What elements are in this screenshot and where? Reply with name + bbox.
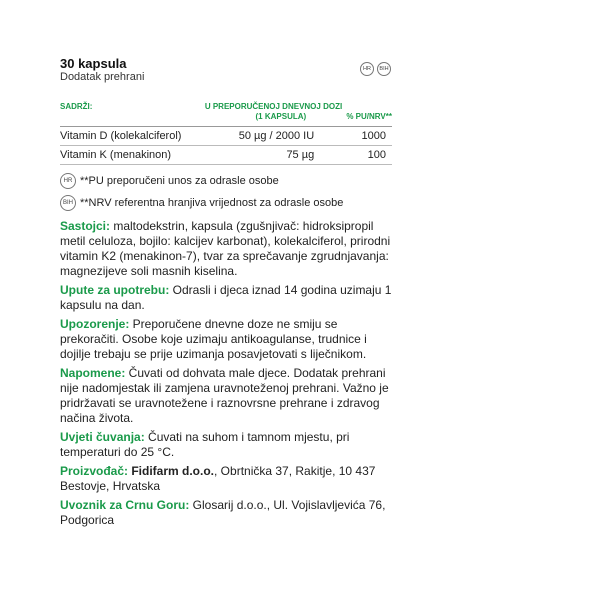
section-heading: Uvoznik za Crnu Goru:	[60, 498, 190, 512]
footnote-text: **NRV referentna hranjiva vrijednost za odrasle osobe	[80, 197, 344, 209]
section-text: Glosarij d.o.o., Ul. Vojislavljevića 76, Podgorica	[60, 498, 386, 527]
manufacturer-name: Fidifarm d.o.o.	[128, 464, 215, 478]
section-text: maltodekstrin, kapsula (zgušnjivač: hidroksipropil metil celuloza, bojilo: kalcijev karbonat), kolekalciferol, prirodni vitamin K2 (menakinon-7), tvar za sprečavanje zgrudnjavanja: magnezijeve soli masnih kiselina.	[60, 219, 391, 278]
nutrition-table	[60, 102, 392, 165]
section-heading: Uvjeti čuvanja:	[60, 430, 145, 444]
section-heading: Upozorenje:	[60, 317, 130, 331]
section-text: Čuvati od dohvata male djece. Dodatak prehrani nije nadomjestak ili zamjena uravnoteženoj prehrani. Važno je pridržavati se uravnotežene i raznovrsne prehrane i zdravog načina života.	[60, 366, 389, 425]
footnote-hr	[60, 173, 392, 189]
col-dose-header-line2: (1 KAPSULA)	[255, 112, 307, 121]
section-notes	[60, 366, 392, 426]
footnote-text: **PU preporučeni unos za odrasle osobe	[80, 175, 279, 187]
nutrient-pct: 100	[342, 146, 392, 165]
country-badge-hr: HR	[60, 173, 76, 189]
nutrient-amount: 50 µg / 2000 IU	[192, 127, 342, 146]
section-text: , Obrtnička 37, Rakitje, 10 437 Bestovje, Hrvatska	[60, 464, 376, 493]
section-importer	[60, 498, 392, 528]
section-warning	[60, 317, 392, 362]
section-text: Preporučene dnevne doze ne smiju se prekoračiti. Osobe koje uzimaju antikoagulanse, trudnice i dojilje trebaju se prije uzimanja posavjetovati s liječnikom.	[60, 317, 367, 361]
nutrient-pct: 1000	[342, 127, 392, 146]
country-badge-bih: BIH	[60, 195, 76, 211]
section-heading: Upute za upotrebu:	[60, 283, 170, 297]
col-contents-header: SADRŽI:	[60, 102, 192, 127]
nutrient-name: Vitamin D (kolekalciferol)	[60, 127, 192, 146]
section-text: Odrasli i djeca iznad 14 godina uzimaju 1 kapsulu na dan.	[60, 283, 392, 312]
footnotes	[60, 173, 392, 211]
section-heading: Napomene:	[60, 366, 126, 380]
table-row	[60, 127, 392, 146]
country-badge-bih: BIH	[377, 62, 391, 76]
label-content	[60, 56, 392, 528]
label-sections	[60, 219, 392, 528]
section-text: Čuvati na suhom i tamnom mjestu, pri temperaturi do 25 °C.	[60, 430, 350, 459]
nutrition-table-header	[60, 102, 392, 127]
col-pct-header-label: % PU/NRV**	[346, 112, 392, 121]
section-storage	[60, 430, 392, 460]
col-pct-header	[342, 102, 392, 127]
col-dose-header	[192, 102, 342, 127]
col-dose-header-line1: U PREPORUČENOJ DNEVNOJ DOZI	[204, 102, 343, 111]
footnote-bih	[60, 195, 392, 211]
table-row	[60, 146, 392, 165]
country-badge-hr: HR	[360, 62, 374, 76]
nutrient-name: Vitamin K (menakinon)	[60, 146, 192, 165]
section-manufacturer	[60, 464, 392, 494]
section-heading: Proizvođač:	[60, 464, 129, 478]
section-directions	[60, 283, 392, 313]
product-subtitle: Dodatak prehrani	[60, 71, 145, 83]
section-ingredients	[60, 219, 392, 279]
product-title: 30 kapsula	[60, 56, 127, 71]
section-heading: Sastojci:	[60, 219, 111, 233]
nutrient-amount: 75 µg	[192, 146, 342, 165]
